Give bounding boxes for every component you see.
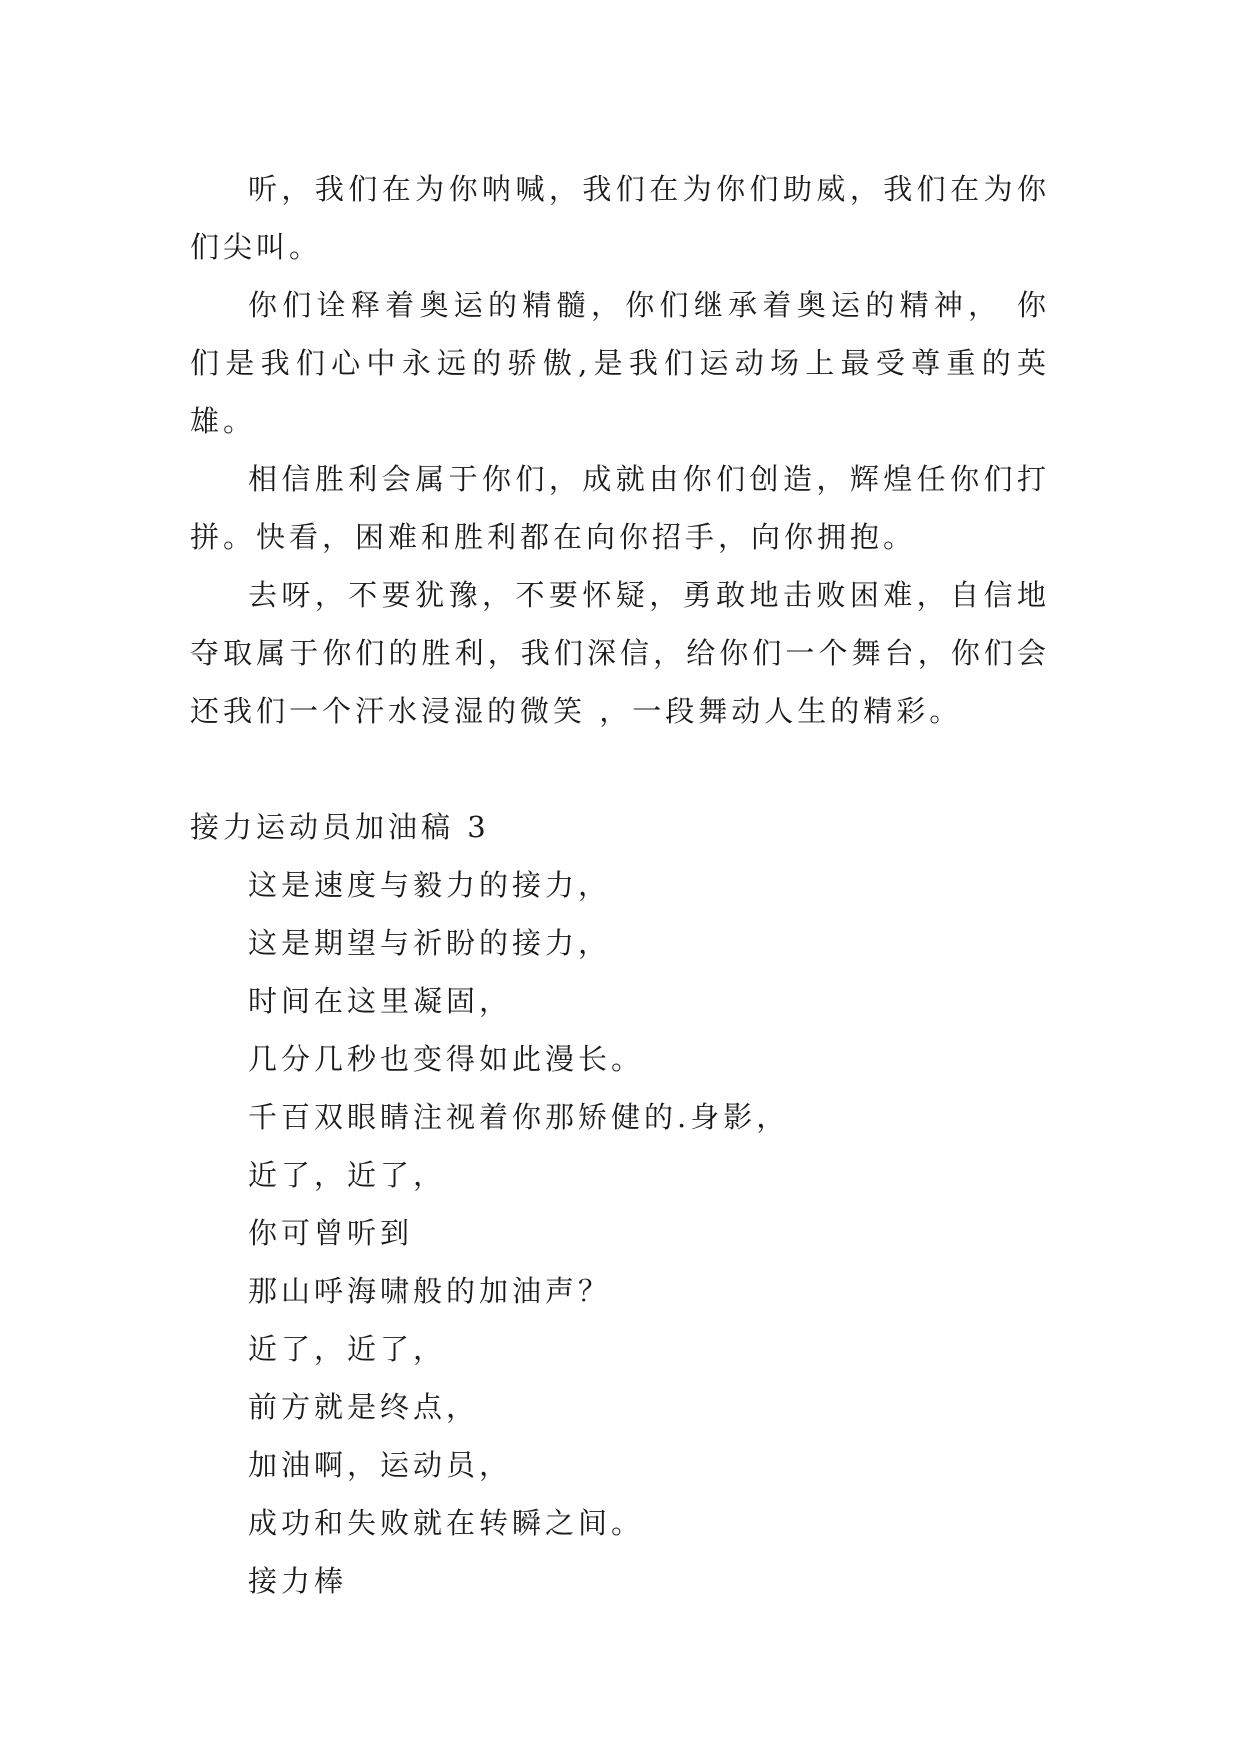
verse-line: 几分几秒也变得如此漫长。 xyxy=(248,1042,645,1076)
paragraph-2: 你们诠释着奥运的精髓，你们继承着奥运的精神， 你们是我们心中永远的骄傲,是我们运动场上最受尊重的英雄。 xyxy=(190,288,1050,438)
verse-line: 这是期望与祈盼的接力， xyxy=(248,926,612,960)
paragraph-4: 去呀，不要犹豫，不要怀疑，勇敢地击败困难，自信地夺取属于你们的胜利，我们深信，给你们一个舞台，你们会还我们一个汗水浸湿的微笑 ，一段舞动人生的精彩。 xyxy=(190,578,1050,728)
verse-line: 接力棒 xyxy=(248,1564,348,1598)
section-heading: 接力运动员加油稿 3 xyxy=(190,810,490,844)
verse-line: 这是速度与毅力的接力， xyxy=(248,868,612,902)
verse-line: 近了，近了， xyxy=(248,1332,447,1366)
paragraph-1: 听，我们在为你呐喊，我们在为你们助威，我们在为你们尖叫。 xyxy=(190,172,1050,264)
verse-line: 那山呼海啸般的加油声？ xyxy=(248,1274,612,1308)
verse-line: 前方就是终点， xyxy=(248,1390,480,1424)
verse-line: 成功和失败就在转瞬之间。 xyxy=(248,1506,645,1540)
verse-line: 你可曾听到 xyxy=(248,1216,414,1250)
verse-line: 时间在这里凝固， xyxy=(248,984,513,1018)
document-body xyxy=(190,160,1050,1610)
verse-line: 千百双眼睛注视着你那矫健的.身影， xyxy=(248,1100,790,1134)
verse-line: 近了，近了， xyxy=(248,1158,447,1192)
verse-line: 加油啊，运动员， xyxy=(248,1448,513,1482)
paragraph-3: 相信胜利会属于你们，成就由你们创造，辉煌任你们打拼。快看，困难和胜利都在向你招手，向你拥抱。 xyxy=(190,462,1050,554)
